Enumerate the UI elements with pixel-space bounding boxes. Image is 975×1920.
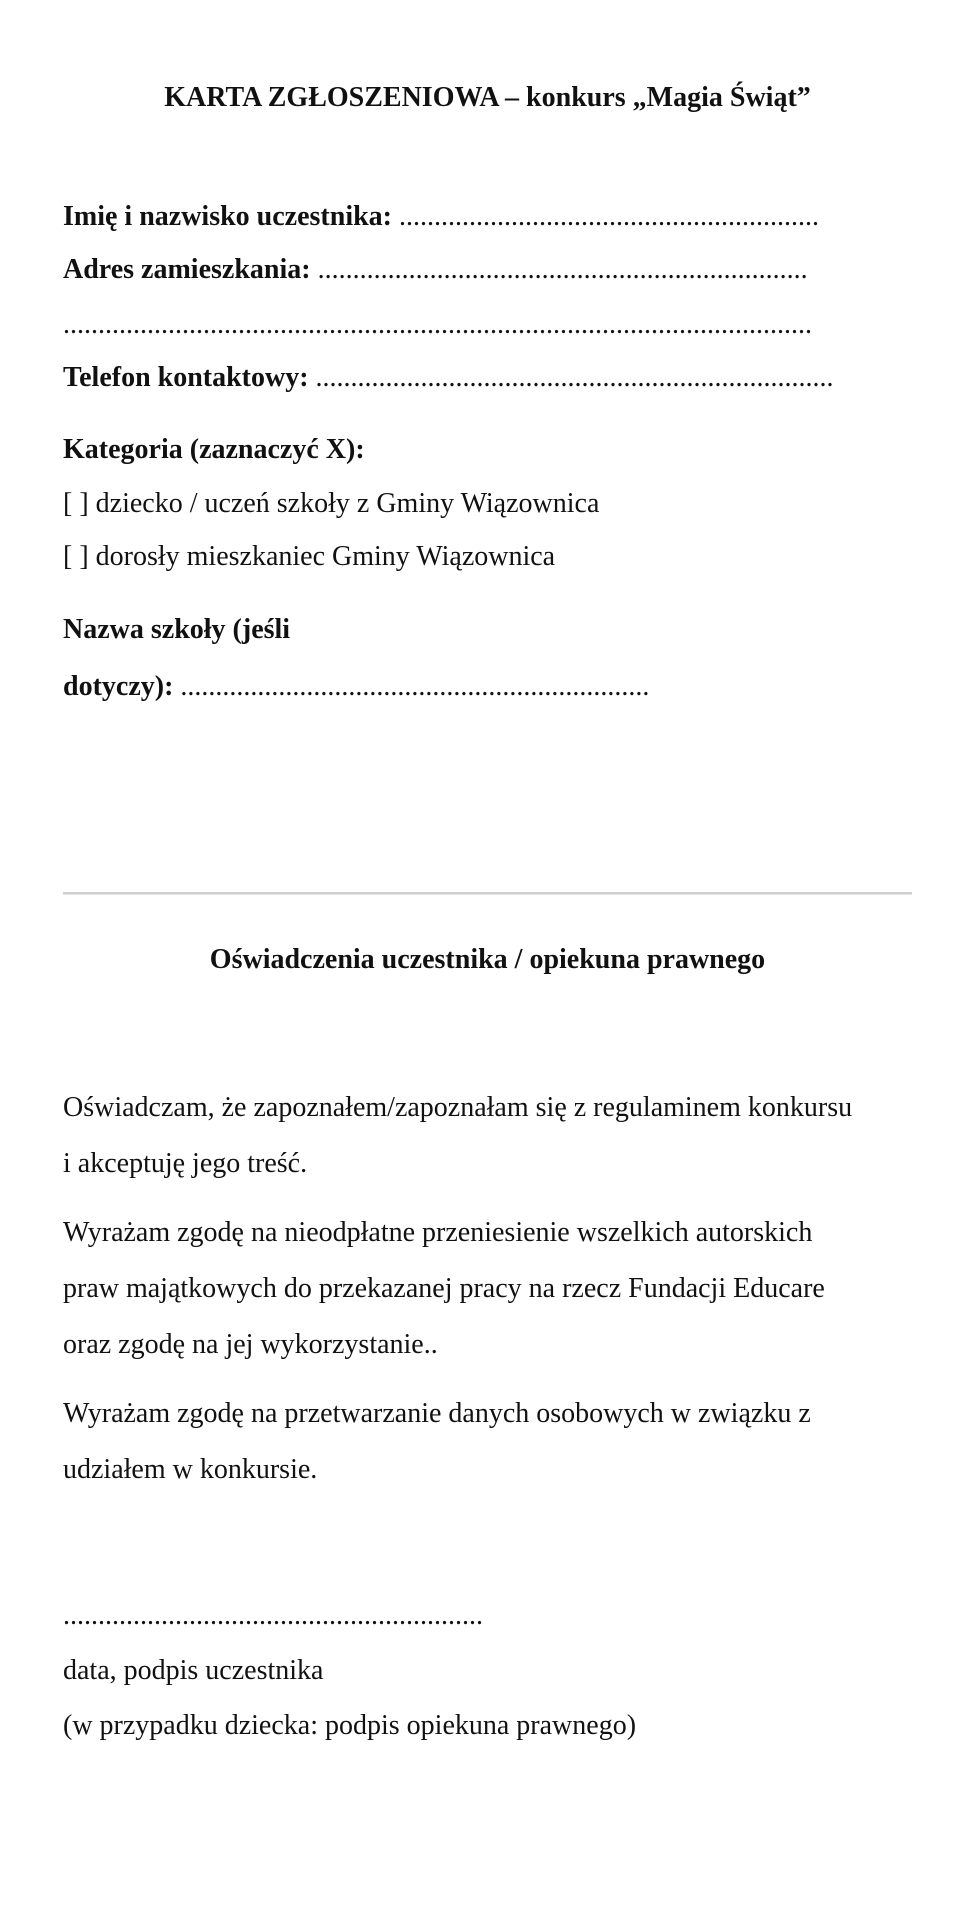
statements-heading: Oświadczenia uczestnika / opiekuna prawnego: [209, 944, 766, 975]
name-field: [63, 197, 819, 237]
category-option-adult: [63, 537, 555, 577]
statement-copyright-line: oraz zgodę na jej wykorzystanie..: [63, 1329, 438, 1360]
category-option-child: [63, 484, 599, 524]
name-dots: ............................................................: [399, 201, 819, 232]
statement-data-line: Wyrażam zgodę na przetwarzanie danych osobowych w związku z: [63, 1398, 811, 1429]
statement-data-line: udziałem w konkursie.: [63, 1454, 318, 1485]
signature-note: (w przypadku dziecka: podpis opiekuna prawnego): [63, 1710, 637, 1741]
school-label-line2: dotyczy):: [63, 671, 174, 702]
category-adult-label: dorosły mieszkaniec Gminy Wiązownica: [95, 541, 556, 572]
section-divider: [63, 892, 912, 894]
statement-rules-line: Oświadczam, że zapoznałem/zapoznałam się z regulaminem konkursu: [63, 1092, 853, 1123]
signature-dots: ............................................................: [63, 1600, 483, 1631]
category-child-checkbox[interactable]: [ ]: [63, 488, 89, 519]
school-field: [63, 667, 649, 707]
address-field: [63, 250, 808, 290]
name-label: Imię i nazwisko uczestnika:: [63, 201, 392, 232]
school-label-line1: Nazwa szkoły (jeśli: [63, 614, 291, 645]
phone-dots: ..........................................................................: [315, 362, 834, 393]
category-adult-checkbox[interactable]: [ ]: [63, 541, 89, 572]
address-dots: ......................................................................: [317, 254, 808, 285]
statement-copyright-line: Wyrażam zgodę na nieodpłatne przeniesienie wszelkich autorskich: [63, 1217, 813, 1248]
statement-data-processing: [63, 1386, 923, 1498]
phone-field: [63, 358, 834, 398]
statement-rules: [63, 1080, 923, 1192]
statement-copyright: [63, 1205, 923, 1373]
statement-rules-line: i akceptuję jego treść.: [63, 1148, 308, 1179]
category-label: Kategoria (zaznaczyć X):: [63, 434, 365, 465]
category-child-label: dziecko / uczeń szkoły z Gminy Wiązownica: [95, 488, 600, 519]
address-dots-line2: ...........................................................................................................: [63, 309, 812, 340]
school-dots: ...................................................................: [180, 671, 650, 702]
statement-copyright-line: praw majątkowych do przekazanej pracy na rzecz Fundacji Educare: [63, 1273, 825, 1304]
signature-caption: data, podpis uczestnika: [63, 1655, 324, 1686]
address-label: Adres zamieszkania:: [63, 254, 311, 285]
phone-label: Telefon kontaktowy:: [63, 362, 309, 393]
form-title: KARTA ZGŁOSZENIOWA – konkurs „Magia Świąt”: [164, 82, 811, 113]
